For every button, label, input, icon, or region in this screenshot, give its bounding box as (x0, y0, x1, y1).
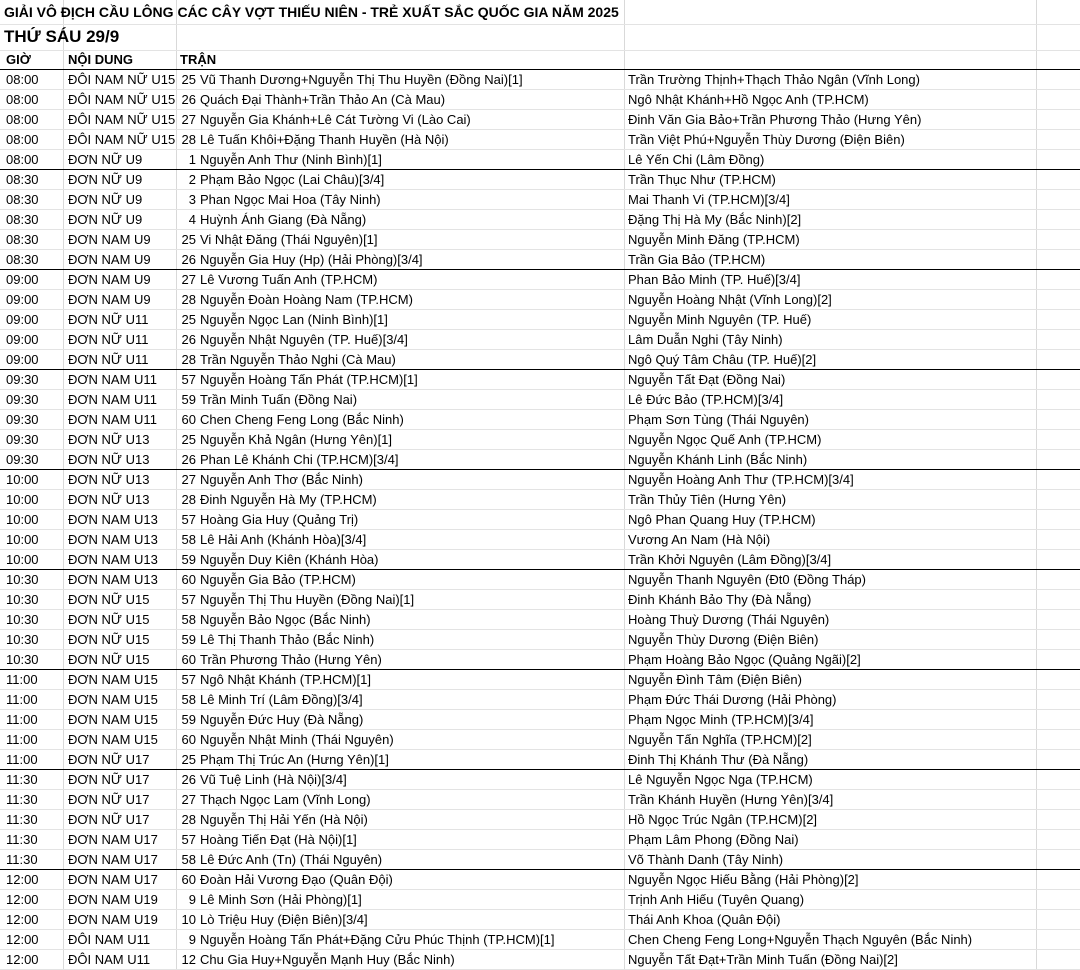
player-two: Trần Thục Như (TP.HCM) (628, 172, 776, 187)
match-time: 10:00 (6, 492, 39, 507)
match-event: ĐƠN NAM U9 (68, 292, 151, 307)
player-two: Trần Khánh Huyền (Hưng Yên)[3/4] (628, 792, 834, 807)
match-number: 28 (181, 492, 196, 507)
match-number: 27 (181, 112, 196, 127)
match-number: 26 (181, 452, 196, 467)
player-two: Lê Đức Bảo (TP.HCM)[3/4] (628, 392, 784, 407)
match-number: 59 (181, 712, 196, 727)
player-one: Nguyễn Đoàn Hoàng Nam (TP.HCM) (200, 292, 413, 307)
table-row (0, 630, 1080, 650)
player-two: Ngô Nhật Khánh+Hồ Ngọc Anh (TP.HCM) (628, 92, 869, 107)
match-number: 27 (181, 272, 196, 287)
player-two: Nguyễn Hoàng Anh Thư (TP.HCM)[3/4] (628, 472, 854, 487)
match-time: 09:00 (6, 332, 39, 347)
match-number: 59 (181, 392, 196, 407)
table-row (0, 610, 1080, 630)
table-row (0, 790, 1080, 810)
match-event: ĐƠN NAM U13 (68, 572, 158, 587)
match-event: ĐƠN NAM U17 (68, 852, 158, 867)
player-one: Quách Đại Thành+Trần Thảo An (Cà Mau) (200, 92, 446, 107)
player-two: Trần Thủy Tiên (Hưng Yên) (628, 492, 787, 507)
match-event: ĐƠN NỮ U9 (68, 192, 143, 207)
match-time: 09:30 (6, 432, 39, 447)
player-two: Trịnh Anh Hiếu (Tuyên Quang) (628, 892, 805, 907)
player-two: Nguyễn Ngọc Quế Anh (TP.HCM) (628, 432, 822, 447)
match-event: ĐÔI NAM NỮ U15 (68, 92, 176, 107)
player-two: Đặng Thị Hà My (Bắc Ninh)[2] (628, 212, 802, 227)
match-number: 59 (181, 632, 196, 647)
player-one: Lê Thị Thanh Thảo (Bắc Ninh) (200, 632, 375, 647)
player-one: Vũ Thanh Dương+Nguyễn Thị Thu Huyền (Đồng Nai)[1] (200, 72, 523, 87)
player-one: Nguyễn Đức Huy (Đà Nẵng) (200, 712, 364, 727)
table-row (0, 310, 1080, 330)
tournament-title: GIẢI VÔ ĐỊCH CẦU LÔNG CÁC CÂY VỢT THIẾU NIÊN - TRẺ XUẤT SẮC QUỐC GIA NĂM 2025 (4, 4, 619, 20)
table-row (0, 290, 1080, 310)
match-event: ĐÔI NAM NỮ U15 (68, 112, 176, 127)
player-two: Thái Anh Khoa (Quân Đội) (628, 912, 781, 927)
player-two: Hồ Ngọc Trúc Ngân (TP.HCM)[2] (628, 812, 818, 827)
match-time: 11:00 (6, 692, 38, 707)
match-time: 08:30 (6, 212, 39, 227)
player-two: Nguyễn Tất Đạt (Đồng Nai) (628, 372, 786, 387)
match-time: 10:00 (6, 512, 39, 527)
table-row (0, 110, 1080, 130)
match-number: 26 (181, 772, 196, 787)
match-event: ĐƠN NỮ U9 (68, 172, 143, 187)
match-time: 09:30 (6, 392, 39, 407)
player-two: Phạm Lâm Phong (Đồng Nai) (628, 832, 799, 847)
table-row (0, 150, 1080, 170)
match-number: 60 (181, 412, 196, 427)
player-two: Trần Khởi Nguyên (Lâm Đồng)[3/4] (628, 552, 832, 567)
player-two: Lâm Duẫn Nghi (Tây Ninh) (628, 332, 783, 347)
table-row (0, 250, 1080, 270)
match-time: 08:30 (6, 252, 39, 267)
header-event: NỘI DUNG (68, 52, 133, 67)
table-row (0, 770, 1080, 790)
match-event: ĐÔI NAM U11 (68, 932, 151, 947)
table-row (0, 930, 1080, 950)
player-one: Nguyễn Nhật Minh (Thái Nguyên) (200, 732, 394, 747)
match-number: 25 (181, 312, 196, 327)
table-row (0, 430, 1080, 450)
match-event: ĐƠN NỮ U13 (68, 432, 150, 447)
match-number: 57 (181, 372, 196, 387)
match-time: 10:30 (6, 632, 39, 647)
player-two: Nguyễn Hoàng Nhật (Vĩnh Long)[2] (628, 292, 832, 307)
match-number: 28 (181, 292, 196, 307)
table-row (0, 870, 1080, 890)
row-line (0, 24, 1080, 25)
player-one: Chen Cheng Feng Long (Bắc Ninh) (200, 412, 404, 427)
match-time: 09:00 (6, 352, 39, 367)
player-one: Phan Lê Khánh Chi (TP.HCM)[3/4] (200, 452, 399, 467)
table-row (0, 650, 1080, 670)
player-two: Ngô Quý Tâm Châu (TP. Huế)[2] (628, 352, 817, 367)
player-one: Nguyễn Gia Khánh+Lê Cát Tường Vi (Lào Cai) (200, 112, 471, 127)
match-time: 11:00 (6, 712, 38, 727)
player-two: Phạm Sơn Tùng (Thái Nguyên) (628, 412, 809, 427)
match-number: 25 (181, 752, 196, 767)
player-one: Nguyễn Hoàng Tấn Phát+Đặng Cửu Phúc Thịnh (TP.HCM)[1] (200, 932, 555, 947)
match-time: 11:30 (6, 832, 38, 847)
match-number: 26 (181, 92, 196, 107)
match-time: 08:00 (6, 152, 39, 167)
player-two: Nguyễn Đình Tâm (Điện Biên) (628, 672, 802, 687)
player-one: Nguyễn Thị Thu Huyền (Đồng Nai)[1] (200, 592, 415, 607)
match-event: ĐƠN NAM U15 (68, 692, 158, 707)
match-time: 10:00 (6, 532, 39, 547)
player-two: Trần Trường Thịnh+Thạch Thảo Ngân (Vĩnh Long) (628, 72, 920, 87)
match-event: ĐƠN NAM U13 (68, 512, 158, 527)
table-row (0, 230, 1080, 250)
player-two: Mai Thanh Vi (TP.HCM)[3/4] (628, 192, 790, 207)
player-one: Lê Vương Tuấn Anh (TP.HCM) (200, 272, 378, 287)
match-time: 08:30 (6, 192, 39, 207)
table-row (0, 390, 1080, 410)
player-one: Lò Triệu Huy (Điện Biên)[3/4] (200, 912, 368, 927)
match-event: ĐƠN NỮ U11 (68, 312, 149, 327)
player-one: Lê Minh Trí (Lâm Đồng)[3/4] (200, 692, 363, 707)
match-number: 58 (181, 692, 196, 707)
match-time: 09:00 (6, 312, 39, 327)
match-number: 26 (181, 252, 196, 267)
table-row (0, 490, 1080, 510)
table-row (0, 890, 1080, 910)
player-two: Đinh Khánh Bảo Thy (Đà Nẵng) (628, 592, 812, 607)
match-time: 08:30 (6, 172, 39, 187)
player-two: Đinh Thị Khánh Thư (Đà Nẵng) (628, 752, 809, 767)
match-number: 57 (181, 672, 196, 687)
match-time: 11:30 (6, 812, 38, 827)
player-one: Phạm Thị Trúc An (Hưng Yên)[1] (200, 752, 389, 767)
match-event: ĐÔI NAM NỮ U15 (68, 132, 176, 147)
table-row (0, 470, 1080, 490)
match-time: 11:00 (6, 672, 38, 687)
table-row (0, 330, 1080, 350)
match-time: 12:00 (6, 952, 39, 967)
match-event: ĐƠN NỮ U9 (68, 152, 143, 167)
match-time: 11:30 (6, 772, 38, 787)
match-time: 09:00 (6, 272, 39, 287)
match-event: ĐƠN NỮ U17 (68, 772, 150, 787)
player-one: Trần Nguyễn Thảo Nghi (Cà Mau) (200, 352, 396, 367)
match-time: 09:00 (6, 292, 39, 307)
player-one: Phạm Bảo Ngọc (Lai Châu)[3/4] (200, 172, 385, 187)
match-number: 4 (188, 212, 196, 227)
match-time: 10:30 (6, 612, 39, 627)
player-one: Vi Nhật Đăng (Thái Nguyên)[1] (200, 232, 378, 247)
player-one: Hoàng Tiến Đạt (Hà Nội)[1] (200, 832, 357, 847)
match-time: 10:00 (6, 472, 39, 487)
table-row (0, 530, 1080, 550)
player-one: Lê Hải Anh (Khánh Hòa)[3/4] (200, 532, 367, 547)
match-number: 27 (181, 472, 196, 487)
player-one: Phan Ngọc Mai Hoa (Tây Ninh) (200, 192, 381, 207)
player-two: Phạm Đức Thái Dương (Hải Phòng) (628, 692, 837, 707)
table-row (0, 370, 1080, 390)
player-one: Nguyễn Anh Thơ (Bắc Ninh) (200, 472, 363, 487)
player-two: Nguyễn Khánh Linh (Bắc Ninh) (628, 452, 808, 467)
player-two: Nguyễn Minh Nguyên (TP. Huế) (628, 312, 812, 327)
match-number: 3 (188, 192, 196, 207)
match-event: ĐƠN NAM U11 (68, 392, 157, 407)
player-two: Chen Cheng Feng Long+Nguyễn Thạch Nguyên (Bắc Ninh) (628, 932, 973, 947)
table-row (0, 270, 1080, 290)
player-one: Huỳnh Ánh Giang (Đà Nẵng) (200, 212, 367, 227)
player-two: Lê Nguyễn Ngọc Nga (TP.HCM) (628, 772, 813, 787)
player-one: Lê Tuấn Khôi+Đặng Thanh Huyền (Hà Nội) (200, 132, 449, 147)
player-one: Lê Minh Sơn (Hải Phòng)[1] (200, 892, 362, 907)
match-number: 58 (181, 532, 196, 547)
match-number: 2 (188, 172, 196, 187)
table-row (0, 690, 1080, 710)
player-one: Đinh Nguyễn Hà My (TP.HCM) (200, 492, 377, 507)
match-event: ĐƠN NỮ U13 (68, 472, 150, 487)
match-time: 11:00 (6, 732, 38, 747)
player-one: Ngô Nhật Khánh (TP.HCM)[1] (200, 672, 371, 687)
table-row (0, 210, 1080, 230)
match-event: ĐƠN NAM U9 (68, 272, 151, 287)
header-match: TRẬN (180, 52, 217, 67)
match-time: 08:30 (6, 232, 39, 247)
match-number: 25 (181, 72, 196, 87)
match-time: 10:30 (6, 652, 39, 667)
table-row (0, 950, 1080, 970)
table-row (0, 90, 1080, 110)
match-event: ĐƠN NỮ U15 (68, 592, 150, 607)
match-time: 12:00 (6, 932, 39, 947)
player-one: Trần Minh Tuấn (Đồng Nai) (200, 392, 358, 407)
match-event: ĐƠN NAM U15 (68, 672, 158, 687)
match-time: 09:30 (6, 372, 39, 387)
table-row (0, 750, 1080, 770)
player-two: Nguyễn Ngọc Hiếu Bằng (Hải Phòng)[2] (628, 872, 859, 887)
table-row (0, 350, 1080, 370)
table-row (0, 830, 1080, 850)
match-event: ĐƠN NỮ U15 (68, 652, 150, 667)
match-event: ĐÔI NAM U11 (68, 952, 151, 967)
table-row (0, 850, 1080, 870)
player-two: Nguyễn Tấn Nghĩa (TP.HCM)[2] (628, 732, 812, 747)
table-row (0, 670, 1080, 690)
player-one: Hoàng Gia Huy (Quảng Trị) (200, 512, 359, 527)
match-number: 9 (188, 932, 196, 947)
match-number: 57 (181, 832, 196, 847)
player-one: Lê Đức Anh (Tn) (Thái Nguyên) (200, 852, 383, 867)
match-event: ĐƠN NỮ U13 (68, 452, 150, 467)
match-time: 10:00 (6, 552, 39, 567)
table-row (0, 190, 1080, 210)
match-number: 57 (181, 592, 196, 607)
match-time: 10:30 (6, 572, 39, 587)
match-number: 59 (181, 552, 196, 567)
table-row (0, 590, 1080, 610)
player-one: Nguyễn Anh Thư (Ninh Bình)[1] (200, 152, 382, 167)
row-line (0, 50, 1080, 51)
match-event: ĐƠN NỮ U13 (68, 492, 150, 507)
table-row (0, 570, 1080, 590)
player-one: Nguyễn Gia Bảo (TP.HCM) (200, 572, 356, 587)
match-event: ĐƠN NỮ U15 (68, 632, 150, 647)
player-two: Ngô Phan Quang Huy (TP.HCM) (628, 512, 816, 527)
match-event: ĐƠN NAM U11 (68, 412, 157, 427)
table-row (0, 410, 1080, 430)
match-event: ĐƠN NAM U9 (68, 252, 151, 267)
table-row (0, 170, 1080, 190)
match-number: 60 (181, 872, 196, 887)
match-number: 25 (181, 232, 196, 247)
match-event: ĐƠN NỮ U11 (68, 352, 149, 367)
table-row (0, 910, 1080, 930)
match-number: 28 (181, 812, 196, 827)
player-two: Hoàng Thuỳ Dương (Thái Nguyên) (628, 612, 830, 627)
player-two: Trần Gia Bảo (TP.HCM) (628, 252, 766, 267)
match-event: ĐƠN NAM U15 (68, 732, 158, 747)
player-one: Nguyễn Bảo Ngọc (Bắc Ninh) (200, 612, 371, 627)
match-time: 08:00 (6, 132, 39, 147)
match-event: ĐÔI NAM NỮ U15 (68, 72, 176, 87)
player-one: Thạch Ngọc Lam (Vĩnh Long) (200, 792, 371, 807)
match-time: 11:30 (6, 852, 38, 867)
player-one: Nguyễn Hoàng Tấn Phát (TP.HCM)[1] (200, 372, 418, 387)
match-time: 12:00 (6, 912, 39, 927)
table-row (0, 810, 1080, 830)
player-one: Nguyễn Duy Kiên (Khánh Hòa) (200, 552, 379, 567)
player-one: Nguyễn Gia Huy (Hp) (Hải Phòng)[3/4] (200, 252, 423, 267)
player-one: Chu Gia Huy+Nguyễn Mạnh Huy (Bắc Ninh) (200, 952, 455, 967)
table-row (0, 550, 1080, 570)
player-one: Vũ Tuệ Linh (Hà Nội)[3/4] (200, 772, 347, 787)
match-number: 57 (181, 512, 196, 527)
table-row (0, 730, 1080, 750)
player-two: Phan Bảo Minh (TP. Huế)[3/4] (628, 272, 801, 287)
match-number: 25 (181, 432, 196, 447)
player-one: Nguyễn Thị Hải Yến (Hà Nội) (200, 812, 368, 827)
player-two: Võ Thành Danh (Tây Ninh) (628, 852, 784, 867)
player-two: Vương An Nam (Hà Nội) (628, 532, 771, 547)
match-event: ĐƠN NỮ U15 (68, 612, 150, 627)
match-event: ĐƠN NỮ U17 (68, 812, 150, 827)
match-event: ĐƠN NAM U13 (68, 552, 158, 567)
match-number: 28 (181, 352, 196, 367)
match-number: 58 (181, 612, 196, 627)
player-two: Đinh Văn Gia Bảo+Trần Phương Thảo (Hưng Yên) (628, 112, 922, 127)
match-event: ĐƠN NỮ U9 (68, 212, 143, 227)
player-two: Lê Yến Chi (Lâm Đồng) (628, 152, 765, 167)
match-event: ĐƠN NAM U9 (68, 232, 151, 247)
match-event: ĐƠN NỮ U17 (68, 752, 150, 767)
player-two: Nguyễn Thùy Dương (Điện Biên) (628, 632, 819, 647)
match-event: ĐƠN NAM U17 (68, 872, 158, 887)
schedule-date: THỨ SÁU 29/9 (4, 27, 120, 46)
match-number: 60 (181, 732, 196, 747)
player-two: Phạm Hoàng Bảo Ngọc (Quảng Ngãi)[2] (628, 652, 861, 667)
match-time: 12:00 (6, 872, 39, 887)
match-number: 10 (181, 912, 196, 927)
table-row (0, 70, 1080, 90)
match-time: 08:00 (6, 112, 39, 127)
player-two: Trần Việt Phú+Nguyễn Thùy Dương (Điện Biên) (628, 132, 905, 147)
match-event: ĐƠN NAM U11 (68, 372, 157, 387)
header-time: GIỜ (6, 52, 31, 67)
player-one: Nguyễn Ngọc Lan (Ninh Bình)[1] (200, 312, 388, 327)
table-row (0, 450, 1080, 470)
match-time: 09:30 (6, 412, 39, 427)
player-two: Nguyễn Minh Đăng (TP.HCM) (628, 232, 800, 247)
player-two: Nguyễn Thanh Nguyên (Đt0 (Đồng Tháp) (628, 572, 866, 587)
table-row (0, 510, 1080, 530)
match-time: 08:00 (6, 72, 39, 87)
match-number: 26 (181, 332, 196, 347)
match-number: 9 (188, 892, 196, 907)
player-one: Nguyễn Khả Ngân (Hưng Yên)[1] (200, 432, 393, 447)
match-time: 12:00 (6, 892, 39, 907)
match-time: 09:30 (6, 452, 39, 467)
match-time: 10:30 (6, 592, 39, 607)
match-event: ĐƠN NAM U19 (68, 912, 158, 927)
match-event: ĐƠN NAM U19 (68, 892, 158, 907)
table-row (0, 710, 1080, 730)
table-row (0, 130, 1080, 150)
match-number: 60 (181, 652, 196, 667)
match-event: ĐƠN NAM U13 (68, 532, 158, 547)
match-number: 28 (181, 132, 196, 147)
match-number: 12 (181, 952, 196, 967)
match-event: ĐƠN NỮ U17 (68, 792, 150, 807)
match-time: 11:30 (6, 792, 38, 807)
match-number: 1 (188, 152, 196, 167)
match-time: 08:00 (6, 92, 39, 107)
player-one: Trần Phương Thảo (Hưng Yên) (200, 652, 382, 667)
player-two: Nguyễn Tất Đạt+Trần Minh Tuấn (Đồng Nai)[2] (628, 952, 898, 967)
match-event: ĐƠN NỮ U11 (68, 332, 149, 347)
player-one: Nguyễn Nhật Nguyên (TP. Huế)[3/4] (200, 332, 408, 347)
player-two: Phạm Ngọc Minh (TP.HCM)[3/4] (628, 712, 814, 727)
match-event: ĐƠN NAM U17 (68, 832, 158, 847)
match-event: ĐƠN NAM U15 (68, 712, 158, 727)
player-one: Đoàn Hải Vương Đạo (Quân Đội) (200, 872, 393, 887)
match-time: 11:00 (6, 752, 38, 767)
match-number: 60 (181, 572, 196, 587)
match-number: 58 (181, 852, 196, 867)
match-number: 27 (181, 792, 196, 807)
